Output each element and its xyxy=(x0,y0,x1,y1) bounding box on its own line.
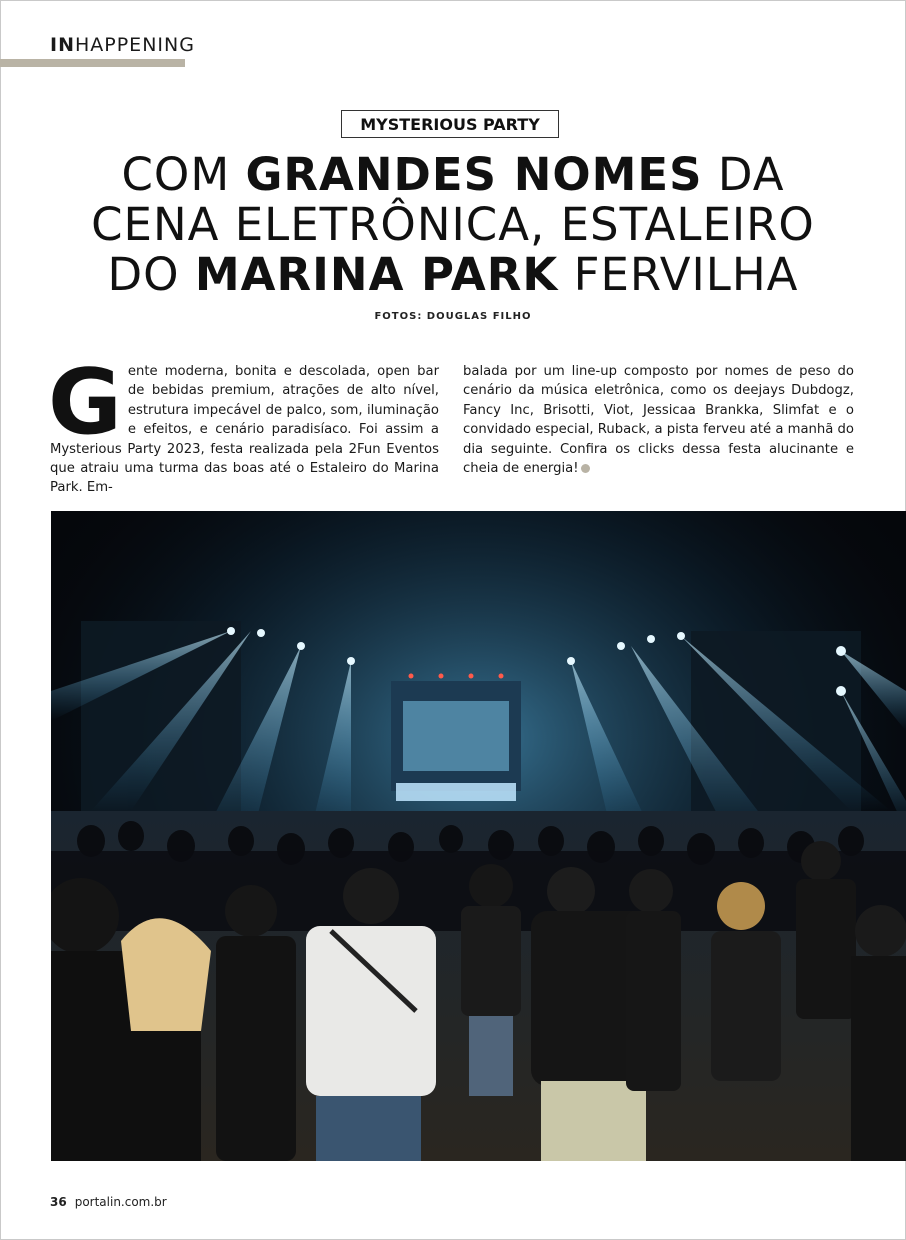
page-number: 36 xyxy=(50,1195,67,1209)
body-text-right: balada por um line-up composto por nomes de peso do cenário da música eletrônica, como os deejays Dubdogz, Fancy Inc, Brisotti, Viot, Jessicaa Brankka, Slimfat e o convidado especial, Ruback, a pista ferveu até a manhã do dia seguinte. Confira os clicks dessa festa alucinante e cheia de energia! xyxy=(463,364,854,477)
headline-text: DA xyxy=(702,148,785,201)
page-footer xyxy=(50,1195,167,1209)
headline-emphasis: GRANDES NOMES xyxy=(245,148,703,201)
drop-cap: G xyxy=(48,350,122,455)
headline-line-3 xyxy=(40,250,866,300)
event-photo xyxy=(51,511,906,1161)
headline-text: DO xyxy=(107,248,195,301)
body-text-left: ente moderna, bonita e descolada, open bar de bebidas premium, atrações de alto nível, estrutura impecável de palco, som, iluminação e efeitos, e cenário paradisíaco. Foi assim a Mysterious Party 2023, festa realizada pela 2Fun Eventos que atraiu uma turma das boas até o Estaleiro do Marina Park. Em- xyxy=(50,364,439,496)
section-tag-strong: IN xyxy=(50,34,75,56)
end-mark-icon xyxy=(581,464,590,473)
body-column-right xyxy=(463,362,854,478)
site-url: portalin.com.br xyxy=(74,1195,167,1209)
photo-credit: FOTOS: DOUGLAS FILHO xyxy=(374,311,532,322)
article-kicker: MYSTERIOUS PARTY xyxy=(341,110,559,138)
section-tag-light: HAPPENING xyxy=(74,34,195,56)
headline-emphasis: MARINA PARK xyxy=(194,248,559,301)
section-tag-bar xyxy=(0,59,185,67)
headline-text: FERVILHA xyxy=(558,248,799,301)
headline-line-1 xyxy=(40,150,866,200)
headline-text: COM xyxy=(121,148,246,201)
section-tag xyxy=(50,34,195,56)
body-column-left xyxy=(48,350,439,498)
article-headline xyxy=(40,150,866,300)
headline-line-2: CENA ELETRÔNICA, ESTALEIRO xyxy=(91,198,815,251)
